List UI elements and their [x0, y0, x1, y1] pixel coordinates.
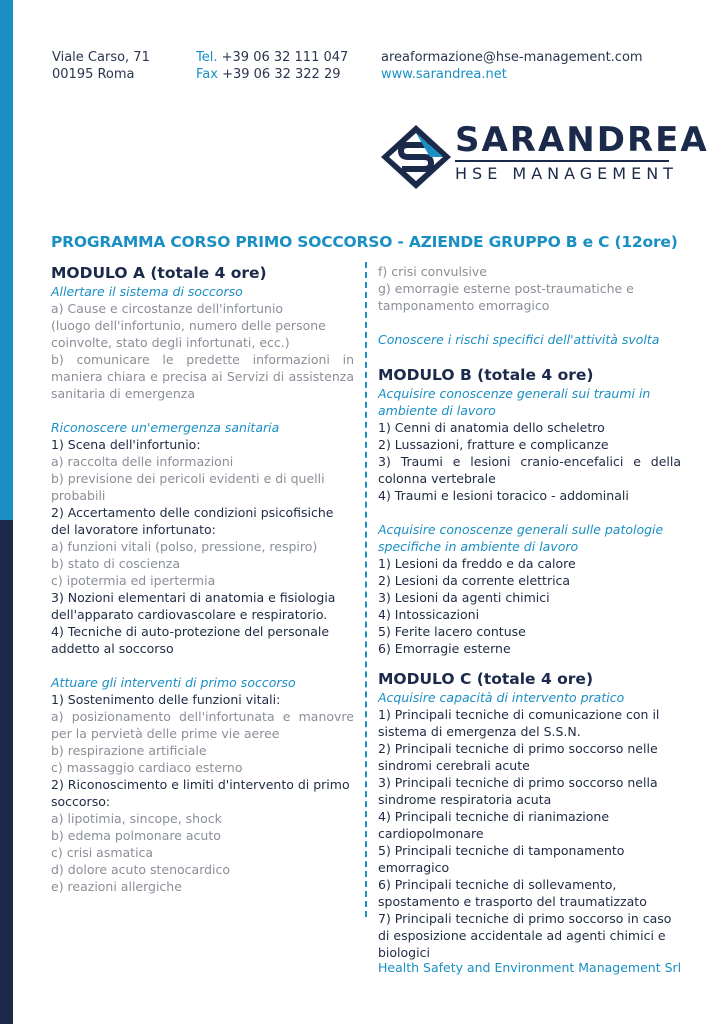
list-item: 1) Sostenimento delle funzioni vitali:: [51, 692, 281, 707]
left-edge-bar-blue: [0, 0, 13, 520]
module-a-heading: MODULO A (totale 4 ore): [51, 264, 267, 282]
list-item: f) crisi convulsive: [378, 264, 488, 279]
list-item: 3) Traumi e lesioni cranio-encefalici e della colonna vertebrale: [378, 454, 681, 486]
fax-label: Fax: [196, 67, 218, 82]
list-item: a) raccolta delle informazioni: [51, 454, 234, 469]
logo-divider: [455, 160, 669, 162]
list-item: 1) Cenni di anatomia dello scheletro: [378, 420, 605, 435]
company-logo: [380, 120, 709, 194]
left-edge-bar-navy: [0, 520, 13, 1024]
list-item: b) stato di coscienza: [51, 556, 180, 571]
address-block: [52, 49, 150, 83]
list-item: 2) Lesioni da corrente elettrica: [378, 573, 571, 588]
list-item: 3) Nozioni elementari di anatomia e fisiologia dell'apparato cardiovascolare e respiratorio.: [51, 590, 336, 622]
address-line-1: Viale Carso, 71: [52, 50, 150, 65]
module-c-heading: MODULO C (totale 4 ore): [378, 670, 594, 688]
list-item: c) ipotermia ed ipertermia: [51, 573, 216, 588]
module-b-heading: MODULO B (totale 4 ore): [378, 366, 594, 384]
list-item: b) comunicare le predette informazioni in maniera chiara e precisa ai Servizi di assistenza sanitaria di emergenza: [51, 352, 354, 401]
list-item: 6) Principali tecniche di sollevamento, spostamento e trasporto del traumatizzato: [378, 877, 647, 909]
list-item: 2) Principali tecniche di primo soccorso nelle sindromi cerebrali acute: [378, 741, 658, 773]
list-item: 4) Tecniche di auto-protezione del personale addetto al soccorso: [51, 624, 330, 656]
section-title: Acquisire capacità di intervento pratico: [378, 690, 625, 705]
section-title: Conoscere i rischi specifici dell'attività svolta: [378, 332, 660, 347]
list-item: a) funzioni vitali (polso, pressione, respiro): [51, 539, 318, 554]
list-item: d) dolore acuto stenocardico: [51, 862, 231, 877]
list-item: a) lipotimia, sincope, shock: [51, 811, 222, 826]
logo-emblem-icon: [380, 124, 452, 190]
list-item: 6) Emorragie esterne: [378, 641, 511, 656]
tel-value: +39 06 32 111 047: [221, 50, 349, 65]
list-item: 4) Principali tecniche di rianimazione cardiopolmonare: [378, 809, 610, 841]
section-title: Acquisire conoscenze generali sulle patologie specifiche in ambiente di lavoro: [378, 522, 664, 554]
list-item: 3) Lesioni da agenti chimici: [378, 590, 550, 605]
list-item: a) posizionamento dell'infortunata e manovre per la pervietà delle prime vie aeree: [51, 709, 354, 741]
list-item: 4) Traumi e lesioni toracico - addominali: [378, 488, 629, 503]
list-item: 1) Principali tecniche di comunicazione con il sistema di emergenza del S.S.N.: [378, 707, 660, 739]
list-item: c) crisi asmatica: [51, 845, 154, 860]
list-item: b) respirazione artificiale: [51, 743, 207, 758]
phone-block: [196, 49, 348, 83]
logo-tagline: HSE MANAGEMENT: [455, 164, 678, 183]
column-divider: [365, 262, 367, 917]
list-item: e) reazioni allergiche: [51, 879, 182, 894]
fax-value: +39 06 32 322 29: [222, 67, 341, 82]
footer-company-name: Health Safety and Environment Management Srl: [378, 960, 682, 975]
right-column: [378, 263, 681, 961]
section-title: Riconoscere un'emergenza sanitaria: [51, 420, 280, 435]
list-item: 1) Lesioni da freddo e da calore: [378, 556, 576, 571]
list-item: b) previsione dei pericoli evidenti e di quelli probabili: [51, 471, 325, 503]
list-item: 3) Principali tecniche di primo soccorso nella sindrome respiratoria acuta: [378, 775, 658, 807]
contact-block: [381, 49, 643, 83]
tel-label: Tel.: [196, 50, 218, 65]
list-item: c) massaggio cardiaco esterno: [51, 760, 243, 775]
section-title: Allertare il sistema di soccorso: [51, 284, 243, 299]
section-title: Acquisire conoscenze generali sui traumi in ambiente di lavoro: [378, 386, 651, 418]
logo-name: SARANDREA: [455, 120, 709, 160]
website-link[interactable]: www.sarandrea.net: [381, 67, 507, 82]
list-item: 4) Intossicazioni: [378, 607, 480, 622]
list-item: 5) Principali tecniche di tamponamento emorragico: [378, 843, 625, 875]
page-title: PROGRAMMA CORSO PRIMO SOCCORSO - AZIENDE GRUPPO B e C (12ore): [51, 233, 678, 251]
list-item: (luogo dell'infortunio, numero delle persone coinvolte, stato degli infortunati, ecc.): [51, 318, 326, 350]
left-column: [51, 263, 354, 895]
list-item: 2) Accertamento delle condizioni psicofisiche del lavoratore infortunato:: [51, 505, 334, 537]
list-item: 1) Scena dell'infortunio:: [51, 437, 201, 452]
list-item: 5) Ferite lacero contuse: [378, 624, 526, 639]
list-item: g) emorragie esterne post-traumatiche e tamponamento emorragico: [378, 281, 634, 313]
section-title: Attuare gli interventi di primo soccorso: [51, 675, 296, 690]
email-link[interactable]: areaformazione@hse-management.com: [381, 50, 643, 65]
list-item: 7) Principali tecniche di primo soccorso in caso di esposizione accidentale ad agenti chimici e biologici: [378, 911, 672, 960]
list-item: b) edema polmonare acuto: [51, 828, 221, 843]
list-item: 2) Lussazioni, fratture e complicanze: [378, 437, 609, 452]
list-item: 2) Riconoscimento e limiti d'intervento di primo soccorso:: [51, 777, 350, 809]
list-item: a) Cause e circostanze dell'infortunio: [51, 301, 284, 316]
address-line-2: 00195 Roma: [52, 67, 135, 82]
